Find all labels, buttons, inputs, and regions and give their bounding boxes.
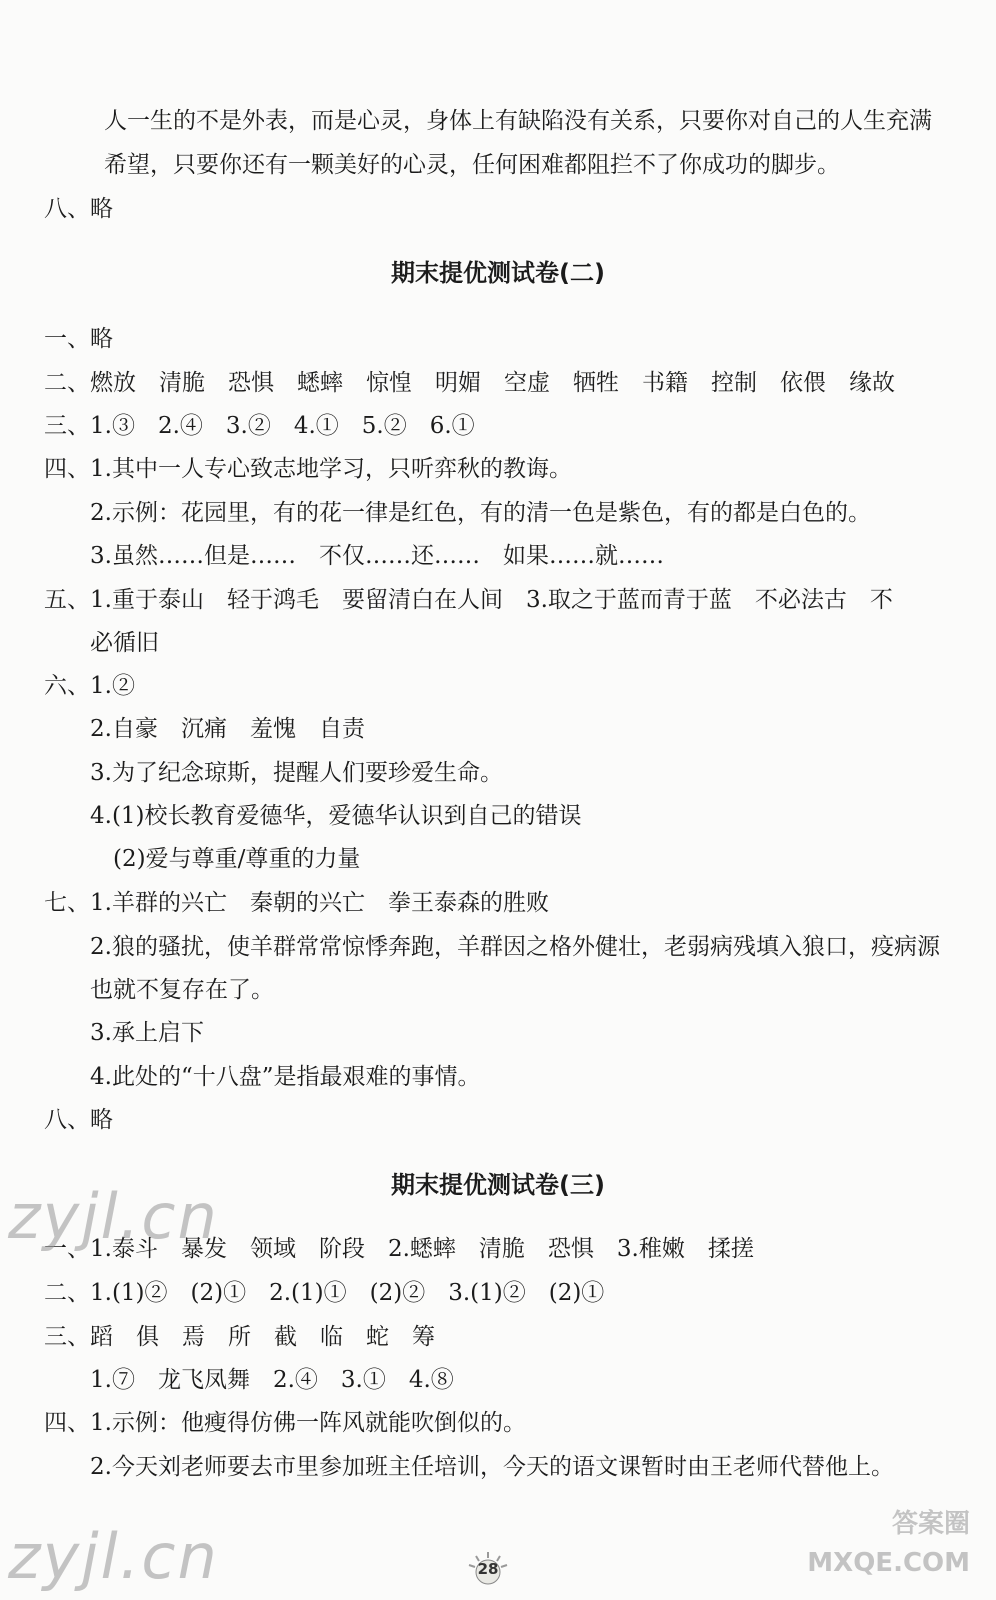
text-line: 4.(1)校长教育爱德华，爱德华认识到自己的错误 [44,803,582,829]
text-line: 4.此处的“十八盘”是指最艰难的事情。 [44,1064,481,1090]
text-line: 也就不复存在了。 [44,977,274,1003]
watermark-text: zyjl.cn [8,1520,219,1593]
text-line: 一、1.泰斗 暴发 领域 阶段 2.蟋蟀 清脆 恐惧 3.稚嫩 揉搓 [44,1236,754,1262]
text-line: 必循旧 [44,630,159,656]
text-line: 希望，只要你还有一颗美好的心灵，任何困难都阻拦不了你成功的脚步。 [58,152,840,178]
text-line: 五、1.重于泰山 轻于鸿毛 要留清白在人间 3.取之于蓝而青于蓝 不必法古 不 [44,587,893,613]
text-line: 人一生的不是外表，而是心灵，身体上有缺陷没有关系，只要你对自己的人生充满 [58,108,932,134]
text-line: 1.⑦ 龙飞凤舞 2.④ 3.① 4.⑧ [44,1367,454,1393]
text-line: 2.自豪 沉痛 羞愧 自责 [44,716,365,742]
page-number-badge [466,1550,510,1590]
text-line: 三、1.③ 2.④ 3.② 4.① 5.② 6.① [44,413,475,439]
text-line: 一、略 [44,326,113,352]
text-line: 六、1.② [44,673,135,699]
page-number: 28 [477,1560,499,1578]
text-line: 2.今天刘老师要去市里参加班主任培训，今天的语文课暂时由王老师代替他上。 [44,1454,894,1480]
section-title: 期末提优测试卷(二) [391,259,605,287]
text-line: 四、1.示例：他瘦得仿佛一阵风就能吹倒似的。 [44,1410,526,1436]
text-line: 3.承上启下 [44,1020,204,1046]
text-line: 3.为了纪念琼斯，提醒人们要珍爱生命。 [44,760,503,786]
text-line: 二、燃放 清脆 恐惧 蟋蟀 惊惶 明媚 空虚 牺牲 书籍 控制 依偎 缘故 [44,370,895,396]
text-line: 2.示例：花园里，有的花一律是红色，有的清一色是紫色，有的都是白色的。 [44,500,871,526]
text-line: 二、1.(1)② (2)① 2.(1)① (2)② 3.(1)② (2)① [44,1280,605,1306]
text-line: 三、蹈 俱 焉 所 截 临 蛇 筹 [44,1324,435,1350]
text-line: 2.狼的骚扰，使羊群常常惊悸奔跑，羊群因之格外健壮，老弱病残填入狼口，疫病源 [44,934,940,960]
text-line: 七、1.羊群的兴亡 秦朝的兴亡 拳王泰森的胜败 [44,890,549,916]
watermark-text: MXQE.COM [807,1548,970,1578]
section-title: 期末提优测试卷(三) [391,1171,605,1199]
text-line: 八、略 [44,1107,113,1133]
watermark-text: 答案圈 [891,1509,970,1539]
text-line: 四、1.其中一人专心致志地学习，只听弈秋的教诲。 [44,456,572,482]
watermark-text: zyjl.cn [8,1180,219,1253]
text-line: 3.虽然……但是…… 不仅……还…… 如果……就…… [44,543,664,569]
text-line: (2)爱与尊重/尊重的力量 [44,846,361,872]
text-line: 八、略 [44,196,113,222]
